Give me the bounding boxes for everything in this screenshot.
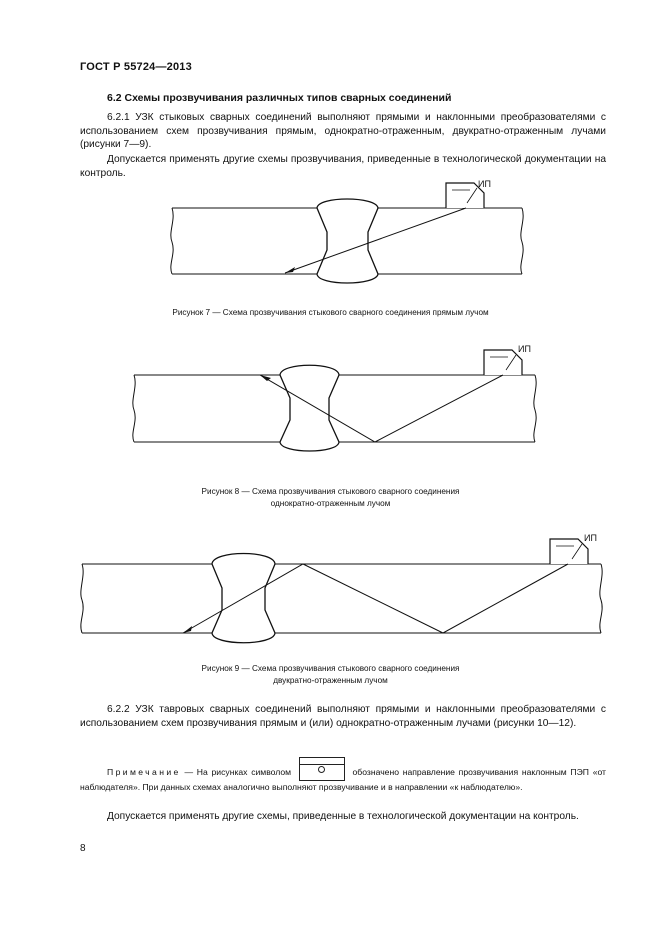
weld-bead <box>317 199 378 283</box>
section-title: 6.2 Схемы прозвучивания различных типов сварных соединений <box>107 92 452 104</box>
plate-right-break <box>600 564 602 633</box>
probe-direction-symbol-icon <box>299 757 345 781</box>
figure-7-diagram <box>0 176 661 288</box>
probe-label: ИП <box>478 179 491 189</box>
figure-8 <box>0 342 661 472</box>
note-label: Примечание <box>107 767 181 777</box>
weld-bead <box>280 365 339 451</box>
figure-9 <box>0 530 661 652</box>
beam-arrowhead <box>285 267 295 273</box>
symbol-circle <box>318 766 325 773</box>
paragraph-text: Допускается применять другие схемы прозвучивания, приведенные в технологической документации на контроль. <box>80 154 606 179</box>
caption-line: Рисунок 9 — Схема прозвучивания стыкового сварного соединения <box>201 664 460 673</box>
probe-label: ИП <box>584 533 597 543</box>
note-text-before: — На рисунках символом <box>180 767 295 777</box>
caption-line: Рисунок 8 — Схема прозвучивания стыкового сварного соединения <box>201 487 460 496</box>
page-number: 8 <box>80 843 86 854</box>
paragraph-6-2-2 <box>80 703 606 730</box>
plate-right-break <box>521 208 523 274</box>
plate-left-break <box>171 208 173 274</box>
symbol-top-line <box>300 764 344 765</box>
paragraph-text: 6.2.1 УЗК стыковых сварных соединений выполняют прямыми и наклонными преобразователями с использованием схем прозвучивания прямым, однократно-отраженным, двукратно-отраженным лучами (рисунки 7—9). <box>80 112 606 151</box>
paragraph-alternative-schemes <box>80 810 610 824</box>
figure-9-diagram <box>0 530 661 652</box>
probe-body <box>484 350 522 375</box>
caption-line: однократно-отраженным лучом <box>270 498 391 508</box>
paragraph-text: 6.2.2 УЗК тавровых сварных соединений выполняют прямыми и наклонными преобразователями с использованием схем прозвучивания прямым и (или) однократно-отраженным лучами (рисунки 10—12). <box>80 704 606 729</box>
figure-9-caption <box>0 663 661 686</box>
ultrasonic-beam-direct <box>285 208 466 273</box>
plate-left-break <box>81 564 83 633</box>
beam-arrowhead <box>183 626 192 633</box>
figure-8-diagram <box>0 342 661 472</box>
plate-left-break <box>133 375 135 442</box>
note <box>80 757 606 793</box>
paragraph-text: Допускается применять другие схемы, приведенные в технологической документации на контроль. <box>107 811 579 822</box>
figure-8-caption <box>0 486 661 509</box>
paragraph-6-2-1 <box>80 111 606 152</box>
plate-right-break <box>534 375 536 442</box>
figure-7 <box>0 176 661 288</box>
probe-label: ИП <box>518 344 531 354</box>
note-text-after: обозначено направление прозвучивания наклонным ПЭП «от наблюдателя». При данных схемах аналогично выполняют прозвучивание и в направлении «к наблюдателю». <box>80 767 606 792</box>
probe-body <box>550 539 588 564</box>
standard-header: ГОСТ Р 55724—2013 <box>80 61 192 73</box>
figure-7-caption: Рисунок 7 — Схема прозвучивания стыкового сварного соединения прямым лучом <box>172 308 489 317</box>
caption-line: двукратно-отраженным лучом <box>273 675 388 685</box>
